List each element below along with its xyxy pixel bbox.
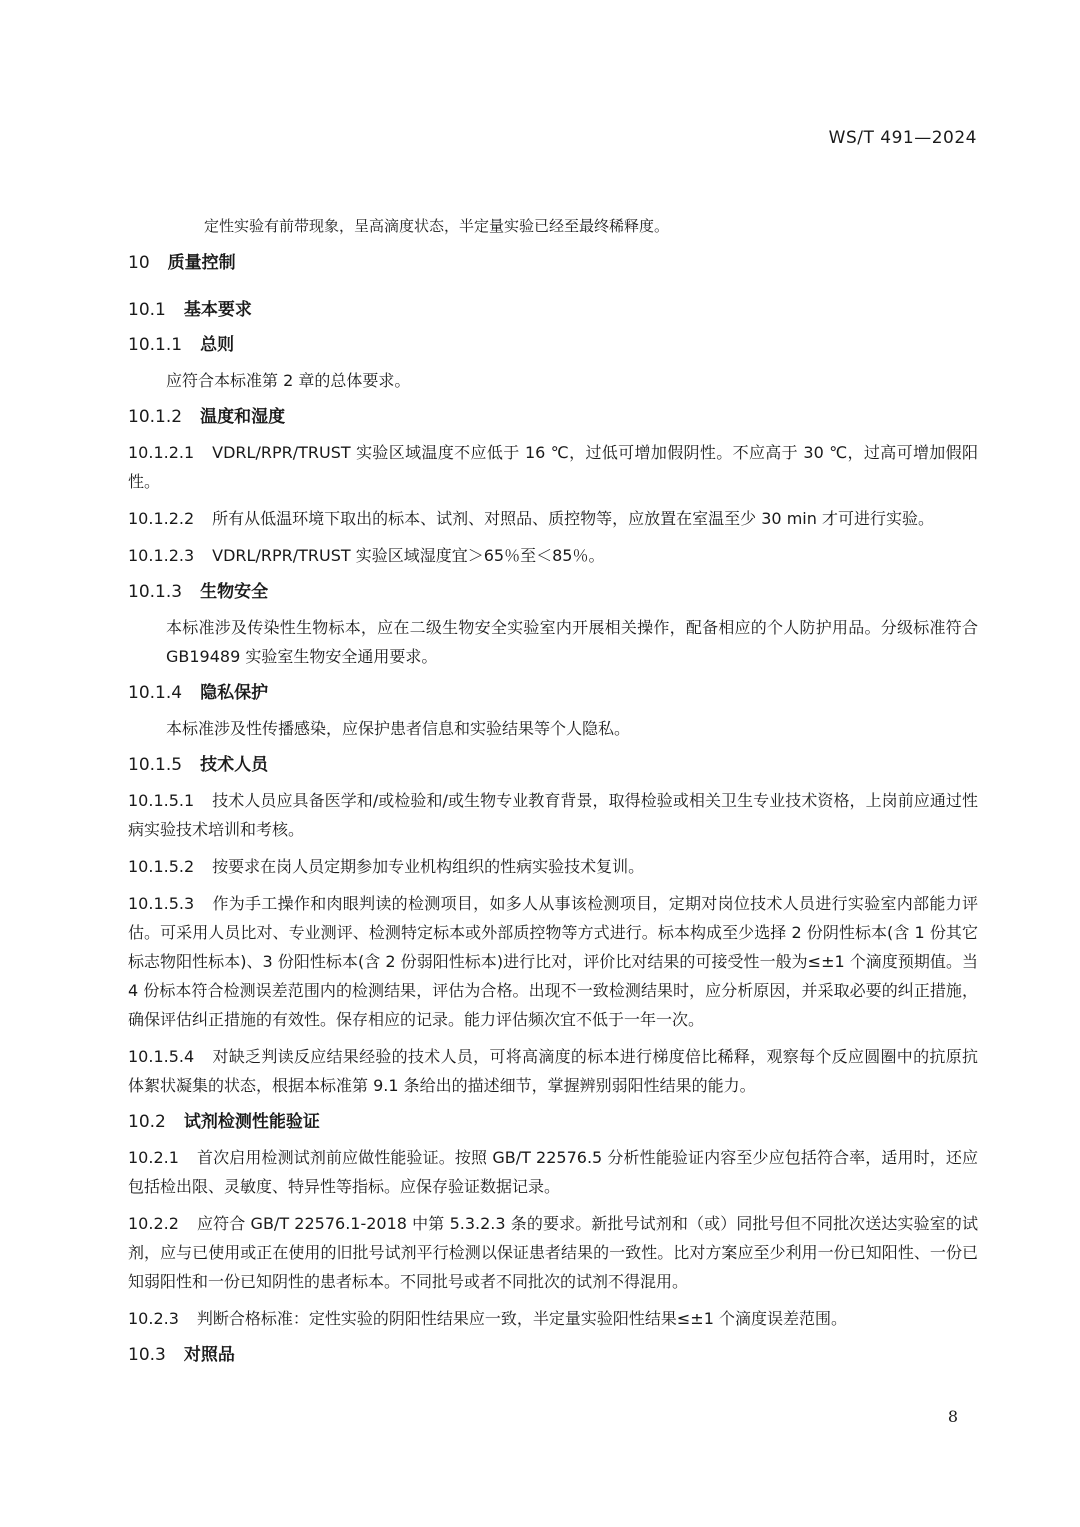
section-heading (128, 249, 978, 278)
numbered-paragraph (128, 438, 978, 496)
clause-number: 10.1.5.1 (128, 791, 195, 810)
clause-number: 10.2.1 (128, 1148, 179, 1167)
clause-text: 所有从低温环境下取出的标本、试剂、对照品、质控物等，应放置在室温至少 30 min 才可进行实验。 (212, 509, 934, 528)
section-heading (128, 679, 978, 708)
clause-number: 10.2.2 (128, 1214, 179, 1233)
document-body (128, 212, 978, 1376)
intro-paragraph: 定性实验有前带现象，呈高滴度状态，半定量实验已经至最终稀释度。 (204, 217, 670, 235)
section-title: 隐私保护 (200, 683, 269, 703)
section-number: 10.1 (128, 300, 166, 320)
clause-number: 10.1.2.3 (128, 546, 195, 565)
section-title: 总则 (200, 335, 235, 355)
document-code: WS/T 491—2024 (828, 128, 977, 148)
section-title: 技术人员 (200, 755, 269, 775)
section-number: 10.2 (128, 1112, 166, 1132)
clause-number: 10.2.3 (128, 1309, 179, 1328)
clause-text: 应符合 GB/T 22576.1-2018 中第 5.3.2.3 条的要求。新批号试剂和（或）同批号但不同批次送达实验室的试剂，应与已使用或正在使用的旧批号试剂平行检测以保证患者结果的一致性。比对方案应至少利用一份已知阳性、一份已知弱阳性和一份已知阴性的患者标本。不同批号或者不同批次的试剂不得混用。 (128, 1214, 978, 1291)
section-heading (128, 403, 978, 432)
section-title: 生物安全 (200, 582, 269, 602)
section-number: 10.3 (128, 1345, 166, 1365)
clause-text: VDRL/RPR/TRUST 实验区域温度不应低于 16 ℃，过低可增加假阴性。不应高于 30 ℃，过高可增加假阳性。 (128, 443, 978, 491)
section-number: 10.1.1 (128, 335, 183, 355)
section-heading (128, 1108, 978, 1137)
section-title: 基本要求 (183, 300, 252, 320)
section-heading (128, 578, 978, 607)
clause-text: 按要求在岗人员定期参加专业机构组织的性病实验技术复训。 (212, 857, 645, 876)
clause-text: 作为手工操作和肉眼判读的检测项目，如多人从事该检测项目，定期对岗位技术人员进行实验室内部能力评估。可采用人员比对、专业测评、检测特定标本或外部质控物等方式进行。标本构成至少选择 2 份阴性标本(含 1 份其它标志物阳性标本)、3 份阳性标本(含 2 份弱阳性标本)进行比对，评价比对结果的可接受性一般为≤±1 个滴度预期值。当 4 份标本符合检测误差范围内的检测结果，评估为合格。出现不一致检测结果时，应分析原因，并采取必要的纠正措施，确保评估纠正措施的有效性。保存相应的记录。能力评估频次宜不低于一年一次。 (128, 894, 978, 1029)
clause-text: 判断合格标准：定性实验的阴阳性结果应一致，半定量实验阳性结果≤±1 个滴度误差范围。 (196, 1309, 847, 1328)
numbered-paragraph (128, 889, 978, 1034)
section-number: 10.1.4 (128, 683, 183, 703)
numbered-paragraph (128, 1143, 978, 1201)
section-number: 10 (128, 253, 150, 273)
clause-text: VDRL/RPR/TRUST 实验区域湿度宜＞65％至＜85％。 (212, 546, 605, 565)
clause-text: 技术人员应具备医学和/或检验和/或生物专业教育背景，取得检验或相关卫生专业技术资格，上岗前应通过性病实验技术培训和考核。 (128, 791, 978, 839)
numbered-paragraph (128, 1304, 978, 1333)
section-heading (128, 751, 978, 780)
section-heading (128, 296, 978, 325)
page-number: 8 (947, 1407, 958, 1426)
section-heading (128, 1341, 978, 1370)
paragraph: 应符合本标准第 2 章的总体要求。 (166, 371, 411, 390)
section-title: 对照品 (183, 1345, 235, 1365)
section-number: 10.1.5 (128, 755, 183, 775)
section-title: 试剂检测性能验证 (183, 1112, 320, 1132)
section-title: 质量控制 (167, 253, 236, 273)
numbered-paragraph (128, 1209, 978, 1296)
clause-number: 10.1.5.3 (128, 894, 195, 913)
clause-text: 对缺乏判读反应结果经验的技术人员，可将高滴度的标本进行梯度倍比稀释，观察每个反应圆圈中的抗原抗体絮状凝集的状态，根据本标准第 9.1 条给出的描述细节，掌握辨别弱阳性结果的能力。 (128, 1047, 978, 1095)
numbered-paragraph (128, 852, 978, 881)
section-number: 10.1.3 (128, 582, 183, 602)
numbered-paragraph (128, 504, 978, 533)
paragraph: 本标准涉及性传播感染，应保护患者信息和实验结果等个人隐私。 (166, 719, 631, 738)
numbered-paragraph (128, 786, 978, 844)
section-heading (128, 331, 978, 360)
clause-number: 10.1.5.2 (128, 857, 195, 876)
numbered-paragraph (128, 1042, 978, 1100)
clause-text: 首次启用检测试剂前应做性能验证。按照 GB/T 22576.5 分析性能验证内容至少应包括符合率，适用时，还应包括检出限、灵敏度、特异性等指标。应保存验证数据记录。 (128, 1148, 978, 1196)
clause-number: 10.1.2.2 (128, 509, 195, 528)
paragraph: 本标准涉及传染性生物标本，应在二级生物安全实验室内开展相关操作，配备相应的个人防护用品。分级标准符合GB19489 实验室生物安全通用要求。 (166, 618, 978, 666)
clause-number: 10.1.5.4 (128, 1047, 195, 1066)
section-title: 温度和湿度 (200, 407, 286, 427)
sections-container (128, 249, 978, 1370)
clause-number: 10.1.2.1 (128, 443, 195, 462)
section-number: 10.1.2 (128, 407, 183, 427)
numbered-paragraph (128, 541, 978, 570)
